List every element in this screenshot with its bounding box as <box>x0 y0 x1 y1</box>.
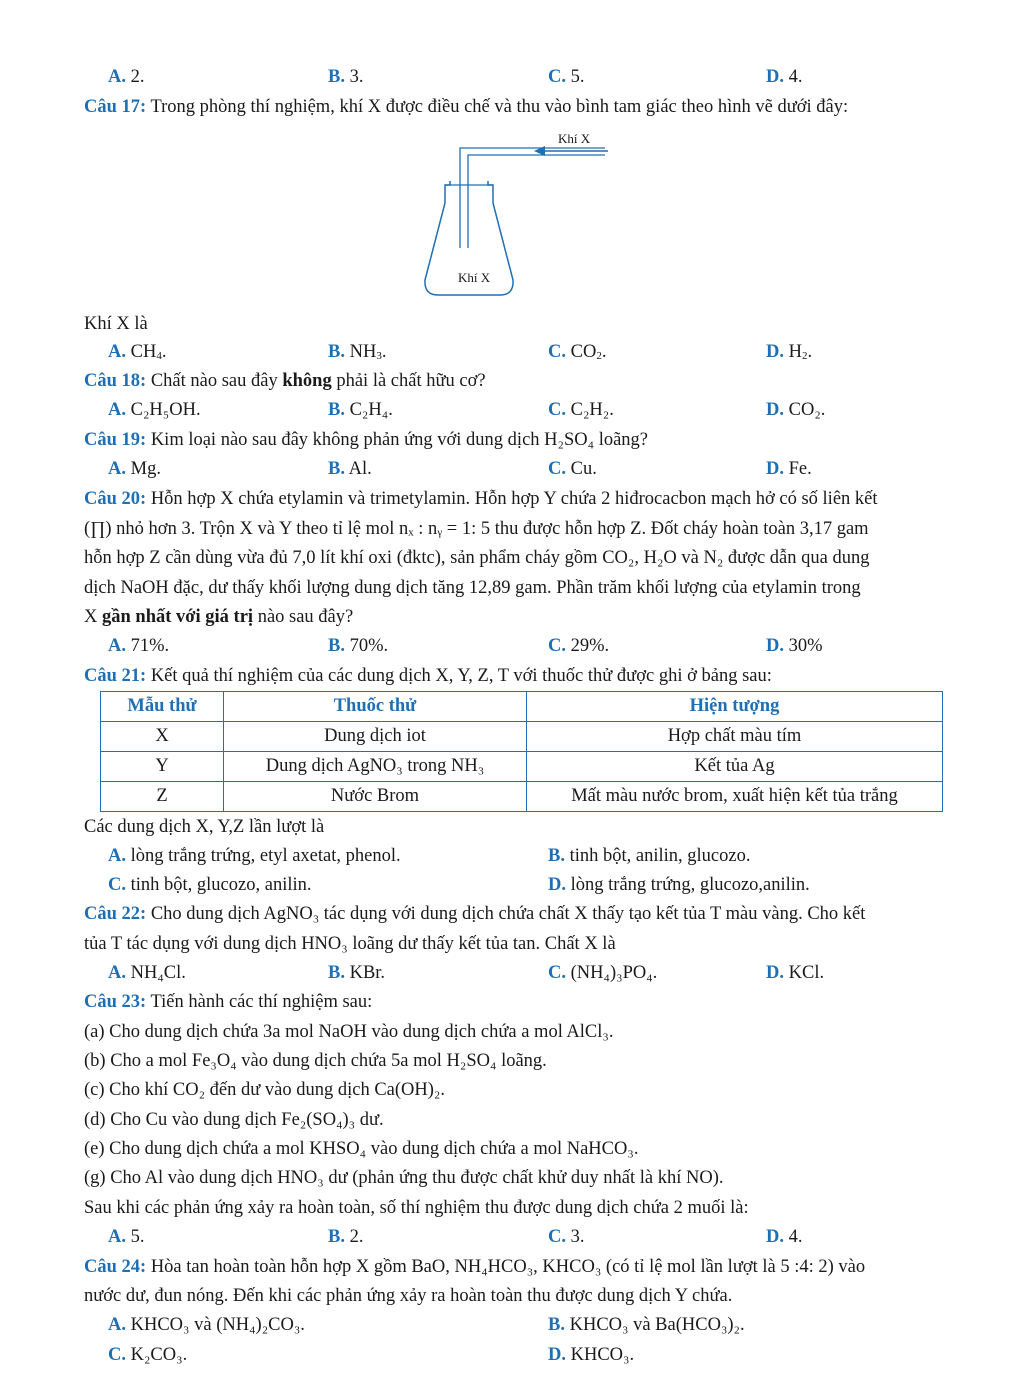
table-cell: Nước Brom <box>224 782 527 812</box>
q23-option-c[interactable]: C. 3. <box>548 1227 585 1247</box>
q19-options <box>0 457 1024 481</box>
q17-options <box>0 340 1024 364</box>
table-cell: X <box>101 722 224 752</box>
q24-question-line1: Câu 24: Hòa tan hoàn toàn hỗn hợp X gồm BaO, NH₄HCO₃, KHCO₃ (có tỉ lệ mol lần lượt là 5 :4: 2) vào <box>84 1257 866 1277</box>
q20-question-line1: Câu 20: Hỗn hợp X chứa etylamin và trimetylamin. Hỗn hợp Y chứa 2 hiđrocacbon mạch hở có số liên kết <box>84 489 878 509</box>
q20-question-line4: dịch NaOH đặc, dư thấy khối lượng dung dịch tăng 12,89 gam. Phần trăm khối lượng của etylamin trong <box>84 578 861 598</box>
q18-option-a[interactable]: A. C₂H₅OH. <box>108 400 201 420</box>
q17-option-d[interactable]: D. $H_2$. <box>766 342 813 362</box>
q20-question-line3: hỗn hợp Z cần dùng vừa đủ 7,0 lít khí oxi (đktc), sản phẩm cháy gồm CO₂, H₂O và N₂ được dẫn qua dung <box>84 548 870 568</box>
q23-item-a: (a) Cho dung dịch chứa 3a mol NaOH vào dung dịch chứa a mol AlCl₃. <box>84 1022 614 1042</box>
flask-diagram <box>400 125 640 305</box>
q22-question-line1: Câu 22: Cho dung dịch AgNO₃ tác dụng với dung dịch chứa chất X thấy tạo kết tủa T màu vàng. Cho kết <box>84 904 866 924</box>
table-header: Thuốc thử <box>224 692 527 722</box>
table-cell: Y <box>101 752 224 782</box>
q20-option-b[interactable]: B. 70%. <box>328 636 389 656</box>
q18-option-c[interactable]: C. C₂H₂. <box>548 400 614 420</box>
arrow-label: Khí X <box>558 131 591 146</box>
q24-option-b[interactable]: B. KHCO₃ và Ba(HCO₃)₂. <box>548 1315 745 1335</box>
q24-options-row1 <box>0 1313 1024 1337</box>
q21-options-row1 <box>0 844 1024 868</box>
table-cell: Z <box>101 782 224 812</box>
q20-question-line2: (∏) nhỏ hơn 3. Trộn X và Y theo tỉ lệ mol nₓ : nᵧ = 1: 5 thu được hỗn hợp Z. Đốt cháy hoàn toàn 3,17 gam <box>84 519 869 539</box>
q21-question: Câu 21: Kết quả thí nghiệm của các dung dịch X, Y, Z, T với thuốc thử được ghi ở bảng sau: <box>84 666 772 686</box>
q17-stem: Khí X là <box>84 314 148 334</box>
table-header: Hiện tượng <box>527 692 943 722</box>
q23-item-g: (g) Cho Al vào dung dịch HNO₃ dư (phản ứng thu được chất khử duy nhất là khí NO). <box>84 1168 724 1188</box>
q16-option-d[interactable]: D. 4. <box>766 67 803 87</box>
q20-question-line5: X gần nhất với giá trị nào sau đây? <box>84 607 354 627</box>
table-row <box>101 782 943 812</box>
q21-option-b[interactable]: B. tinh bột, anilin, glucozo. <box>548 846 751 866</box>
q24-option-c[interactable]: C. K₂CO₃. <box>108 1345 188 1365</box>
table-cell: Dung dịch iot <box>224 722 527 752</box>
q22-option-c[interactable]: C. (NH₄)₃PO₄. <box>548 963 658 983</box>
table-header: Mẫu thử <box>101 692 224 722</box>
q23-option-b[interactable]: B. 2. <box>328 1227 364 1247</box>
q23-options <box>0 1225 1024 1249</box>
q24-options-row2 <box>0 1343 1024 1367</box>
q23-item-d: (d) Cho Cu vào dung dịch Fe₂(SO₄)₃ dư. <box>84 1110 384 1130</box>
table-cell: Dung dịch AgNO₃ trong NH₃ <box>224 752 527 782</box>
q16-options <box>0 65 1024 89</box>
q20-option-a[interactable]: A. 71%. <box>108 636 170 656</box>
q22-question-line2: tủa T tác dụng với dung dịch HNO₃ loãng dư thấy kết tủa tan. Chất X là <box>84 934 616 954</box>
q16-option-c[interactable]: C. 5. <box>548 67 585 87</box>
q22-option-d[interactable]: D. KCl. <box>766 963 825 983</box>
q21-options-row2 <box>0 873 1024 897</box>
q18-options <box>0 398 1024 422</box>
q21-option-d[interactable]: D. lòng trắng trứng, glucozo,anilin. <box>548 875 810 895</box>
q23-item-b: (b) Cho a mol Fe₃O₄ vào dung dịch chứa 5a mol H₂SO₄ loãng. <box>84 1051 547 1071</box>
q18-option-d[interactable]: D. CO₂. <box>766 400 826 420</box>
table-cell: Hợp chất màu tím <box>527 722 943 752</box>
flask-label: Khí X <box>458 270 491 285</box>
q19-option-a[interactable]: A. Mg. <box>108 459 161 479</box>
q17-question: Câu 17: Trong phòng thí nghiệm, khí X được điều chế và thu vào bình tam giác theo hình vẽ dưới đây: <box>84 97 849 117</box>
q24-question-line2: nước dư, đun nóng. Đến khi các phản ứng xảy ra hoàn toàn thu được dung dịch Y chứa. <box>84 1286 733 1306</box>
results-table <box>100 691 943 812</box>
q17-option-a[interactable]: A. $CH_4$. <box>108 342 167 362</box>
q20-option-d[interactable]: D. 30% <box>766 636 823 656</box>
q24-option-d[interactable]: D. KHCO₃. <box>548 1345 635 1365</box>
q23-item-e: (e) Cho dung dịch chứa a mol KHSO₄ vào dung dịch chứa a mol NaHCO₃. <box>84 1139 639 1159</box>
q20-option-c[interactable]: C. 29%. <box>548 636 610 656</box>
q19-option-b[interactable]: B. Al. <box>328 459 372 479</box>
q23-option-d[interactable]: D. 4. <box>766 1227 803 1247</box>
q17-option-b[interactable]: B. $NH_3$. <box>328 342 387 362</box>
q22-option-a[interactable]: A. NH₄Cl. <box>108 963 186 983</box>
table-header-row <box>101 692 943 722</box>
table-row <box>101 752 943 782</box>
q19-question: Câu 19: Kim loại nào sau đây không phản ứng với dung dịch H₂SO₄ loãng? <box>84 430 649 450</box>
q18-question: Câu 18: Chất nào sau đây không phải là chất hữu cơ? <box>84 371 486 391</box>
q16-option-a[interactable]: A. 2. <box>108 67 145 87</box>
q23-stem: Sau khi các phản ứng xảy ra hoàn toàn, số thí nghiệm thu được dung dịch chứa 2 muối là: <box>84 1198 749 1218</box>
q19-option-d[interactable]: D. Fe. <box>766 459 812 479</box>
erlenmeyer-flask-illustration <box>400 125 640 305</box>
q21-option-c[interactable]: C. tinh bột, glucozo, anilin. <box>108 875 312 895</box>
q19-option-c[interactable]: C. Cu. <box>548 459 597 479</box>
table-cell: Kết tủa Ag <box>527 752 943 782</box>
q21-stem: Các dung dịch X, Y,Z lần lượt là <box>84 817 325 837</box>
table-row <box>101 722 943 752</box>
q20-options <box>0 634 1024 658</box>
q24-option-a[interactable]: A. KHCO₃ và (NH₄)₂CO₃. <box>108 1315 305 1335</box>
q22-option-b[interactable]: B. KBr. <box>328 963 386 983</box>
q23-item-c: (c) Cho khí CO₂ đến dư vào dung dịch Ca(OH)₂. <box>84 1080 446 1100</box>
q22-options <box>0 961 1024 985</box>
q23-option-a[interactable]: A. 5. <box>108 1227 145 1247</box>
q16-option-b[interactable]: B. 3. <box>328 67 364 87</box>
q21-option-a[interactable]: A. lòng trắng trứng, etyl axetat, phenol. <box>108 846 401 866</box>
q17-option-c[interactable]: C. $CO_2$. <box>548 342 607 362</box>
table-cell: Mất màu nước brom, xuất hiện kết tủa trắng <box>527 782 943 812</box>
q23-question: Câu 23: Tiến hành các thí nghiệm sau: <box>84 992 373 1012</box>
q18-option-b[interactable]: B. C₂H₄. <box>328 400 393 420</box>
